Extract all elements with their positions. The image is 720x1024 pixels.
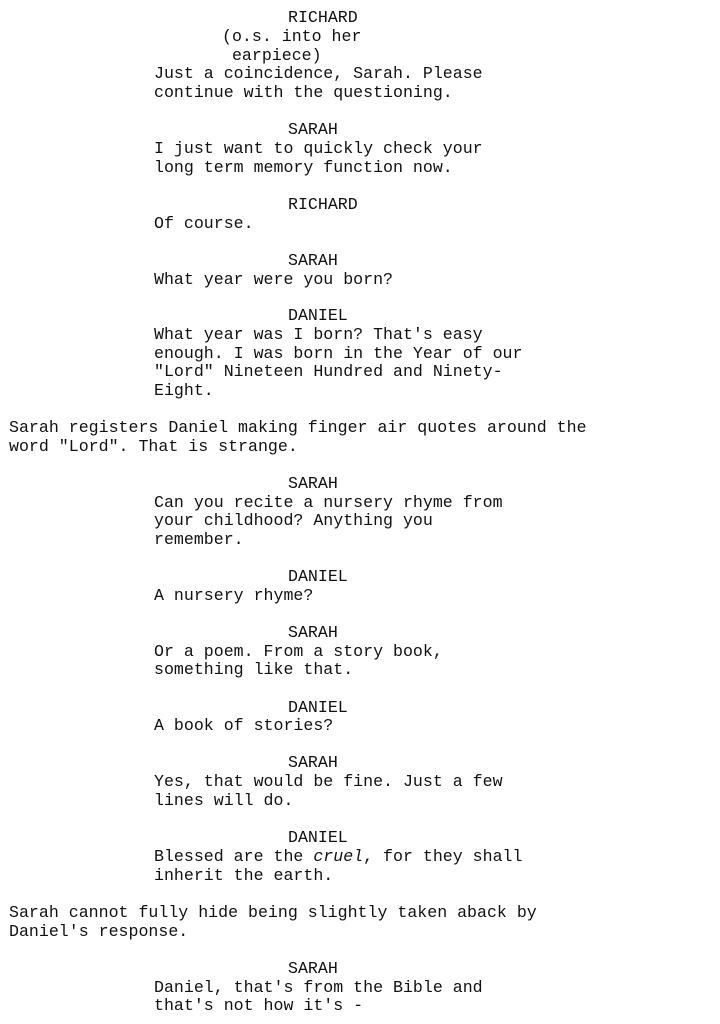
dialogue-line: remember. [154,530,244,549]
dialogue-line: inherit the earth. [154,866,334,885]
dialogue-line: that's not how it's - [154,996,364,1015]
action-line: word "Lord". That is strange. [9,437,298,456]
character-name: DANIEL [288,306,348,325]
character-name: SARAH [288,753,338,772]
dialogue-line: Yes, that would be fine. Just a few [154,772,503,791]
character-name: SARAH [288,623,338,642]
emphasized-word: cruel [313,847,364,866]
action-line: Sarah registers Daniel making finger air quotes around the [9,418,587,437]
dialogue-text: , for they shall [363,847,523,866]
parenthetical: (o.s. into her [222,27,362,46]
character-name: RICHARD [288,195,358,214]
dialogue-line: A nursery rhyme? [154,586,314,605]
character-name: SARAH [288,251,338,270]
dialogue-line: lines will do. [154,791,294,810]
dialogue-line: enough. I was born in the Year of our [154,344,523,363]
dialogue-line: your childhood? Anything you [154,511,433,530]
action-line: Sarah cannot fully hide being slightly taken aback by [9,903,537,922]
dialogue-line: Or a poem. From a story book, [154,642,443,661]
dialogue-line: long term memory function now. [154,158,453,177]
dialogue-line: Daniel, that's from the Bible and [154,978,483,997]
character-name: DANIEL [288,567,348,586]
dialogue-line: Can you recite a nursery rhyme from [154,493,503,512]
dialogue-line [154,847,522,866]
dialogue-line: Of course. [154,214,254,233]
character-name: SARAH [288,474,338,493]
action-line: Daniel's response. [9,922,189,941]
dialogue-line: What year were you born? [154,270,393,289]
dialogue-line: I just want to quickly check your [154,139,483,158]
dialogue-line: continue with the questioning. [154,83,453,102]
character-name: RICHARD [288,8,358,27]
dialogue-line: A book of stories? [154,716,334,735]
parenthetical: earpiece) [222,46,322,65]
dialogue-line: What year was I born? That's easy [154,325,483,344]
dialogue-line: Eight. [154,381,214,400]
dialogue-text: Blessed are the [154,847,314,866]
dialogue-line: "Lord" Nineteen Hundred and Ninety- [154,362,503,381]
character-name: SARAH [288,959,338,978]
dialogue-line: something like that. [154,660,354,679]
dialogue-line: Just a coincidence, Sarah. Please [154,64,483,83]
character-name: DANIEL [288,828,348,847]
character-name: DANIEL [288,698,348,717]
character-name: SARAH [288,120,338,139]
